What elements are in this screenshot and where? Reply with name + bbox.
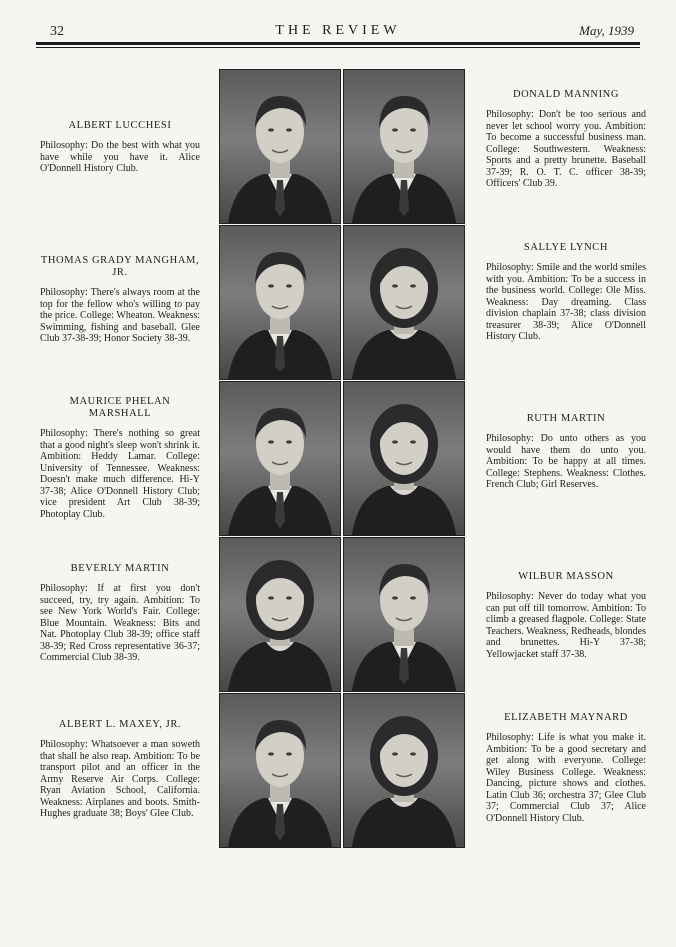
portrait-photo: [220, 694, 340, 847]
student-entry: [486, 242, 646, 343]
student-bio: Philosophy: Whatsoever a man soweth that shall he also reap. Ambition: To be transport pilot and an officer in the Army Reserve Air Corps. College: Ryan Aviation School, California. Weakness: Airplanes and boots. Smith-Hughes graduate 38; Boys' Glee Club.: [40, 739, 200, 819]
student-bio: Philosophy: Smile and the world smiles with you. Ambition: To be a success in the business world. College: Ole Miss. Weakness: Day dreaming. Class division chaplain 37-38; class division treasurer 38-39; Alice O'Donnell History Club.: [486, 262, 646, 342]
student-name: DONALD MANNING: [512, 89, 620, 100]
student-entry: [40, 719, 200, 820]
page-number: 32: [50, 24, 64, 39]
portrait-photo: [344, 226, 464, 379]
issue-date: May, 1939: [579, 23, 634, 38]
portrait-photo: [344, 694, 464, 847]
student-name: ALBERT L. MAXEY, JR.: [58, 719, 182, 730]
student-bio: Philosophy: Don't be too serious and never let school worry you. Ambition: To become a successful business man. College: Southwestern. Weakness: Sports and a pretty brunette. Baseball 37-39; R. O. T. C. officer 38-39; Officers' Club 39.: [486, 109, 646, 189]
portrait-silhouette: [220, 538, 340, 691]
student-entry: [40, 255, 200, 345]
portrait-photo: [344, 70, 464, 223]
student-name: MAURICE PHELAN MARSHALL: [69, 396, 171, 419]
portrait-photo: [220, 382, 340, 535]
student-name: WILBUR MASSON: [518, 571, 614, 582]
portrait-silhouette: [220, 382, 340, 535]
portrait-photo: [220, 70, 340, 223]
student-name: SALLYE LYNCH: [523, 242, 609, 253]
portrait-silhouette: [220, 226, 340, 379]
publication-title: THE REVIEW: [275, 23, 401, 38]
portrait-photo: [220, 538, 340, 691]
student-entry: [40, 563, 200, 664]
portrait-silhouette: [344, 694, 464, 847]
student-entry: [486, 89, 646, 190]
portrait-silhouette: [344, 70, 464, 223]
portrait-silhouette: [344, 382, 464, 535]
student-entry: [486, 571, 646, 660]
student-name: THOMAS GRADY MANGHAM, JR.: [40, 255, 200, 278]
student-bio: Philosophy: If at first you don't succeed, try, try again. Ambition: To see New York World's Fair. College: Blue Mountain. Weakness: Bits and Nat. Photoplay Club 38-39; office staff 38-39; Red Cross representative 36-37; Commercial Club 38-39.: [40, 583, 200, 663]
student-entry: [486, 413, 646, 491]
portrait-photo: [344, 538, 464, 691]
portrait-silhouette: [344, 226, 464, 379]
student-bio: Philosophy: Life is what you make it. Ambition: To be a good secretary and get along with everyone. College: Wiley Business College. Weakness: Dancing, picture shows and clothes. Latin Club 36; orchestra 37; Glee Club 37; Commercial Club 37; Alice O'Donnell History Club.: [486, 732, 646, 824]
student-bio: Philosophy: There's always room at the top for the fellow who's willing to pay the price. College: Wheaton. Weakness: Swimming, fishing and baseball. Glee Club 37-38-39; Honor Society 38-39.: [40, 287, 200, 344]
student-name: RUTH MARTIN: [526, 413, 606, 424]
portrait-silhouette: [220, 70, 340, 223]
student-entry: [40, 120, 200, 175]
student-entry: [40, 396, 200, 520]
portrait-photo: [220, 226, 340, 379]
portrait-silhouette: [220, 694, 340, 847]
portrait-silhouette: [344, 538, 464, 691]
student-bio: Philosophy: There's nothing so great that a good night's sleep won't shrink it. Ambition: Heddy Lamar. College: University of Tennessee. Weakness: Doesn't make much difference. Hi-Y 37-38; Alice O'Donnell History Club; vice president Art Club 38-39; Photoplay Club.: [40, 428, 200, 520]
student-bio: Philosophy: Never do today what you can put off till tomorrow. Ambition: To climb a greased flagpole. College: State Teachers. Weakness, Redheads, blondes and brunettes. Hi-Y 37-38; Yellowjacket staff 37-38.: [486, 591, 646, 660]
student-name: ALBERT LUCCHESI: [68, 120, 172, 131]
header-rule-thin: [36, 47, 640, 48]
student-name: BEVERLY MARTIN: [70, 563, 170, 574]
student-entry: [486, 712, 646, 824]
portrait-grid: [220, 70, 468, 848]
student-name: ELIZABETH MAYNARD: [504, 712, 628, 723]
student-bio: Philosophy: Do unto others as you would have them do unto you. Ambition: To be happy at all times. College: Stephens. Weakness: Clothes. French Club; Girl Reserves.: [486, 433, 646, 490]
portrait-photo: [344, 382, 464, 535]
student-bio: Philosophy: Do the best with what you have while you have it. Alice O'Donnell History Club.: [40, 140, 200, 174]
header-rule: [36, 42, 640, 45]
